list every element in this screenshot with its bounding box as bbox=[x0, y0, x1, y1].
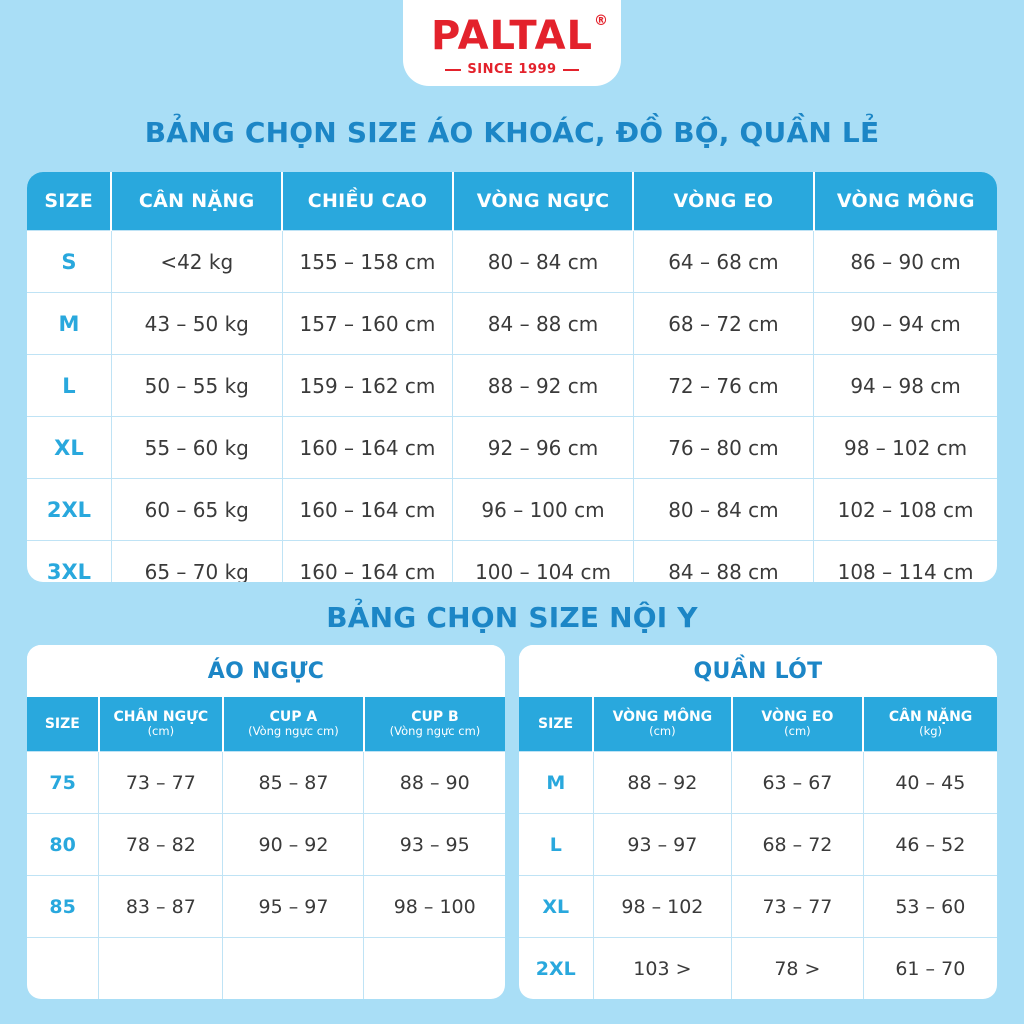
cell-weight: 40 – 45 bbox=[863, 752, 997, 814]
table-row bbox=[27, 417, 997, 479]
cell-bust: 88 – 92 cm bbox=[453, 355, 633, 417]
brand-tagline bbox=[445, 63, 578, 76]
cell-size: 85 bbox=[27, 876, 99, 938]
column-header-cup-b-unit: (Vòng ngực cm) bbox=[389, 724, 481, 739]
column-header-underbust bbox=[99, 697, 223, 752]
cell-size bbox=[27, 938, 99, 1000]
cell-size: 75 bbox=[27, 752, 99, 814]
cell-bust: 92 – 96 cm bbox=[453, 417, 633, 479]
cell-height: 160 – 164 cm bbox=[282, 479, 453, 541]
cell-waist: 78 > bbox=[732, 938, 863, 1000]
column-header-cup-b bbox=[364, 697, 505, 752]
cell-hip: 102 – 108 cm bbox=[814, 479, 997, 541]
table-row bbox=[27, 814, 505, 876]
column-header-size bbox=[519, 697, 593, 752]
outerwear-size-table bbox=[27, 172, 997, 582]
cell-bust: 96 – 100 cm bbox=[453, 479, 633, 541]
cell-height: 160 – 164 cm bbox=[282, 541, 453, 583]
cell-cup-a bbox=[223, 938, 364, 1000]
column-header-weight bbox=[863, 697, 997, 752]
main-title: BẢNG CHỌN SIZE ÁO KHOÁC, ĐỒ BỘ, QUẦN LẺ bbox=[144, 116, 880, 149]
brand-since-text: SINCE 1999 bbox=[467, 62, 557, 77]
column-header-hip bbox=[593, 697, 732, 752]
cell-hip: 94 – 98 cm bbox=[814, 355, 997, 417]
divider-right bbox=[563, 69, 579, 71]
cell-size: XL bbox=[519, 876, 593, 938]
cell-waist: 63 – 67 bbox=[732, 752, 863, 814]
brand-name bbox=[430, 13, 610, 59]
cell-size: S bbox=[27, 231, 111, 293]
column-header-waist bbox=[732, 697, 863, 752]
cell-size: 2XL bbox=[519, 938, 593, 1000]
table-row bbox=[27, 541, 997, 583]
cell-size: 2XL bbox=[27, 479, 111, 541]
table-row-empty bbox=[27, 938, 505, 1000]
cell-weight: 65 – 70 kg bbox=[111, 541, 282, 583]
column-header-waist-unit: (cm) bbox=[784, 724, 811, 739]
cell-hip: 86 – 90 cm bbox=[814, 231, 997, 293]
table-row bbox=[519, 814, 997, 876]
cell-cup-a: 85 – 87 bbox=[223, 752, 364, 814]
cell-height: 157 – 160 cm bbox=[282, 293, 453, 355]
cell-weight: 46 – 52 bbox=[863, 814, 997, 876]
cell-hip: 103 > bbox=[593, 938, 732, 1000]
cell-weight: 50 – 55 kg bbox=[111, 355, 282, 417]
cell-waist: 76 – 80 cm bbox=[633, 417, 813, 479]
table-header-row bbox=[27, 172, 997, 231]
cell-waist: 84 – 88 cm bbox=[633, 541, 813, 583]
column-header-cup-b-label: CUP B bbox=[411, 709, 459, 726]
cell-weight: 61 – 70 bbox=[863, 938, 997, 1000]
panty-size-table bbox=[519, 697, 997, 999]
cell-bust: 100 – 104 cm bbox=[453, 541, 633, 583]
registered-trademark-icon: ® bbox=[594, 13, 610, 29]
cell-size: L bbox=[27, 355, 111, 417]
column-header-hip-unit: (cm) bbox=[649, 724, 676, 739]
column-header-size: SIZE bbox=[27, 172, 111, 231]
column-header-cup-a-unit: (Vòng ngực cm) bbox=[248, 724, 339, 739]
cell-size: M bbox=[27, 293, 111, 355]
cell-hip: 108 – 114 cm bbox=[814, 541, 997, 583]
cell-cup-b: 98 – 100 bbox=[364, 876, 505, 938]
cell-hip: 98 – 102 cm bbox=[814, 417, 997, 479]
column-header-size-label: SIZE bbox=[538, 715, 574, 732]
cell-weight: 55 – 60 kg bbox=[111, 417, 282, 479]
cell-size: XL bbox=[27, 417, 111, 479]
cell-hip: 93 – 97 bbox=[593, 814, 732, 876]
cell-weight: 53 – 60 bbox=[863, 876, 997, 938]
cell-waist: 73 – 77 bbox=[732, 876, 863, 938]
cell-underbust: 78 – 82 bbox=[99, 814, 223, 876]
cell-waist: 68 – 72 cm bbox=[633, 293, 813, 355]
column-header-hip: VÒNG MÔNG bbox=[814, 172, 997, 231]
table-row bbox=[27, 293, 997, 355]
cell-weight: 60 – 65 kg bbox=[111, 479, 282, 541]
cell-hip: 98 – 102 bbox=[593, 876, 732, 938]
cell-cup-b bbox=[364, 938, 505, 1000]
bra-size-table-card bbox=[27, 645, 505, 999]
cell-underbust bbox=[99, 938, 223, 1000]
cell-cup-b: 88 – 90 bbox=[364, 752, 505, 814]
cell-cup-a: 90 – 92 bbox=[223, 814, 364, 876]
table-header-row bbox=[27, 697, 505, 752]
cell-cup-b: 93 – 95 bbox=[364, 814, 505, 876]
cell-height: 159 – 162 cm bbox=[282, 355, 453, 417]
column-header-hip-label: VÒNG MÔNG bbox=[612, 709, 713, 726]
column-header-weight: CÂN NẶNG bbox=[111, 172, 282, 231]
cell-size: 80 bbox=[27, 814, 99, 876]
column-header-size-label: SIZE bbox=[44, 715, 80, 732]
column-header-height: CHIỀU CAO bbox=[282, 172, 453, 231]
table-row bbox=[27, 231, 997, 293]
cell-size: L bbox=[519, 814, 593, 876]
column-header-cup-a bbox=[223, 697, 364, 752]
cell-bust: 84 – 88 cm bbox=[453, 293, 633, 355]
divider-left bbox=[445, 69, 461, 71]
table-header-row bbox=[519, 697, 997, 752]
cell-underbust: 73 – 77 bbox=[99, 752, 223, 814]
cell-height: 160 – 164 cm bbox=[282, 417, 453, 479]
cell-weight: <42 kg bbox=[111, 231, 282, 293]
column-header-waist: VÒNG EO bbox=[633, 172, 813, 231]
cell-weight: 43 – 50 kg bbox=[111, 293, 282, 355]
table-row bbox=[27, 479, 997, 541]
column-header-waist-label: VÒNG EO bbox=[761, 709, 834, 726]
table-row bbox=[519, 876, 997, 938]
table-row bbox=[519, 752, 997, 814]
cell-height: 155 – 158 cm bbox=[282, 231, 453, 293]
cell-bust: 80 – 84 cm bbox=[453, 231, 633, 293]
panty-size-table-card bbox=[519, 645, 997, 999]
cell-waist: 68 – 72 bbox=[732, 814, 863, 876]
cell-hip: 88 – 92 bbox=[593, 752, 732, 814]
cell-underbust: 83 – 87 bbox=[99, 876, 223, 938]
brand-logo-badge bbox=[403, 0, 621, 86]
column-header-bust: VÒNG NGỰC bbox=[453, 172, 633, 231]
column-header-underbust-unit: (cm) bbox=[147, 724, 175, 739]
cell-size: 3XL bbox=[27, 541, 111, 583]
table-row bbox=[27, 752, 505, 814]
column-header-underbust-label: CHÂN NGỰC bbox=[113, 709, 209, 726]
table-row bbox=[27, 876, 505, 938]
cell-waist: 80 – 84 cm bbox=[633, 479, 813, 541]
table-row bbox=[27, 355, 997, 417]
cell-hip: 90 – 94 cm bbox=[814, 293, 997, 355]
underwear-section-title: BẢNG CHỌN SIZE NỘI Y bbox=[326, 601, 698, 634]
outerwear-size-table-card bbox=[27, 172, 997, 582]
table-row bbox=[519, 938, 997, 1000]
bra-table-caption: ÁO NGỰC bbox=[27, 645, 505, 697]
brand-name-text: PALTAL bbox=[430, 13, 594, 59]
column-header-weight-label: CÂN NẶNG bbox=[888, 709, 973, 726]
cell-size: M bbox=[519, 752, 593, 814]
bra-size-table bbox=[27, 697, 505, 999]
cell-waist: 72 – 76 cm bbox=[633, 355, 813, 417]
column-header-cup-a-label: CUP A bbox=[269, 709, 318, 726]
column-header-size bbox=[27, 697, 99, 752]
cell-waist: 64 – 68 cm bbox=[633, 231, 813, 293]
column-header-weight-unit: (kg) bbox=[919, 724, 943, 739]
cell-cup-a: 95 – 97 bbox=[223, 876, 364, 938]
panty-table-caption: QUẦN LÓT bbox=[519, 645, 997, 697]
